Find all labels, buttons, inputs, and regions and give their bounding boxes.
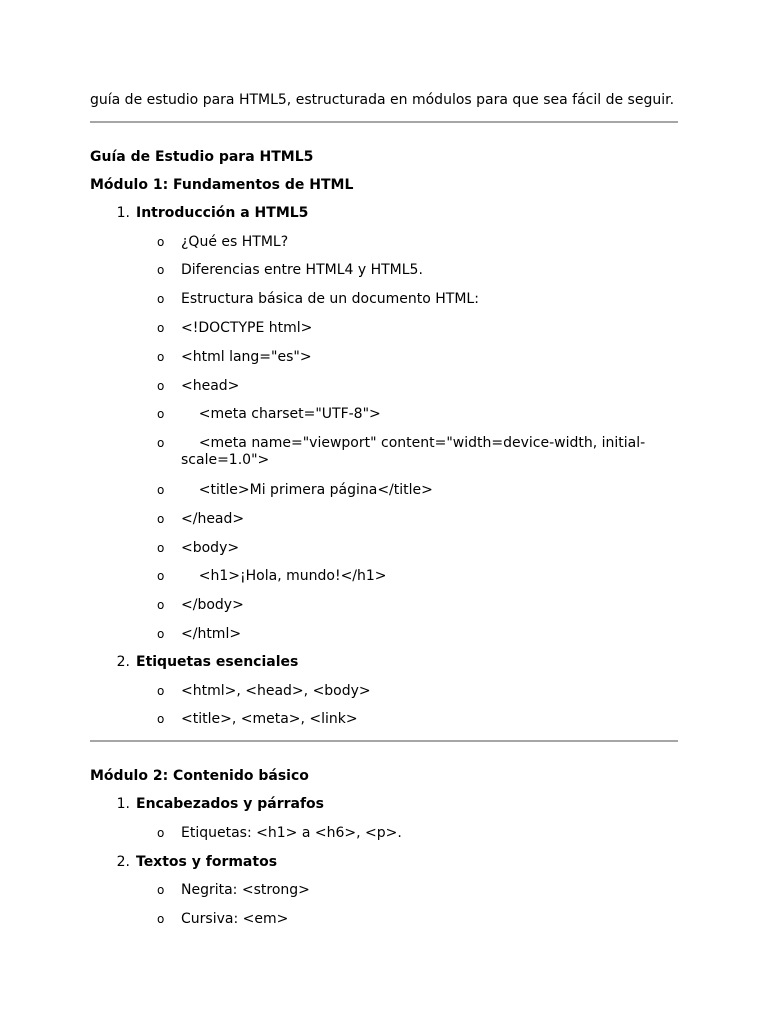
section-title: Introducción a HTML5 xyxy=(136,205,309,221)
list-item: <!DOCTYPE html> xyxy=(181,320,313,336)
module-2-title: Módulo 2: Contenido básico xyxy=(90,768,309,784)
bullet-marker: o xyxy=(157,541,165,555)
bullet-marker: o xyxy=(157,912,165,926)
list-item: Etiquetas: <h1> a <h6>, <p>. xyxy=(181,825,402,841)
bullet-marker: o xyxy=(157,826,165,840)
bullet-marker: o xyxy=(157,512,165,526)
bullet-marker: o xyxy=(157,321,165,335)
list-item: <body> xyxy=(181,540,240,556)
list-item: Negrita: <strong> xyxy=(181,882,310,898)
bullet-marker: o xyxy=(157,379,165,393)
list-item: Cursiva: <em> xyxy=(181,911,289,927)
bullet-marker: o xyxy=(157,627,165,641)
list-item: Diferencias entre HTML4 y HTML5. xyxy=(181,262,423,278)
list-item: <meta charset="UTF-8"> xyxy=(181,406,381,422)
bullet-marker: o xyxy=(157,712,165,726)
bullet-marker: o xyxy=(157,883,165,897)
horizontal-divider xyxy=(90,740,678,742)
list-item: </head> xyxy=(181,511,245,527)
bullet-marker: o xyxy=(157,292,165,306)
bullet-marker: o xyxy=(157,598,165,612)
list-item: <h1>¡Hola, mundo!</h1> xyxy=(181,568,387,584)
list-item: <meta name="viewport" content="width=device-width, initial-scale=1.0"> xyxy=(181,435,646,468)
horizontal-divider xyxy=(90,121,678,123)
bullet-marker: o xyxy=(157,263,165,277)
section-number: 2. xyxy=(116,654,130,670)
module-1-title: Módulo 1: Fundamentos de HTML xyxy=(90,177,354,193)
list-item: <html lang="es"> xyxy=(181,349,312,365)
intro-text: guía de estudio para HTML5, estructurada en módulos para que sea fácil de seguir. xyxy=(90,92,675,108)
document-title: Guía de Estudio para HTML5 xyxy=(90,149,314,165)
list-item: <head> xyxy=(181,378,240,394)
list-item: ¿Qué es HTML? xyxy=(181,234,289,250)
section-title: Encabezados y párrafos xyxy=(136,796,325,812)
list-item: </html> xyxy=(181,626,242,642)
section-title: Textos y formatos xyxy=(136,854,278,870)
section-number: 1. xyxy=(116,796,130,812)
section-number: 1. xyxy=(116,205,130,221)
bullet-marker: o xyxy=(157,684,165,698)
section-number: 2. xyxy=(116,854,130,870)
bullet-marker: o xyxy=(157,235,165,249)
list-item: Estructura básica de un documento HTML: xyxy=(181,291,479,307)
bullet-marker: o xyxy=(157,569,165,583)
bullet-marker: o xyxy=(157,483,165,497)
section-title: Etiquetas esenciales xyxy=(136,654,299,670)
list-item: <title>, <meta>, <link> xyxy=(181,711,358,727)
list-item: <html>, <head>, <body> xyxy=(181,683,371,699)
bullet-marker: o xyxy=(157,350,165,364)
bullet-marker: o xyxy=(157,407,165,421)
bullet-marker: o xyxy=(157,436,165,450)
list-item: </body> xyxy=(181,597,244,613)
list-item: <title>Mi primera página</title> xyxy=(181,482,433,498)
